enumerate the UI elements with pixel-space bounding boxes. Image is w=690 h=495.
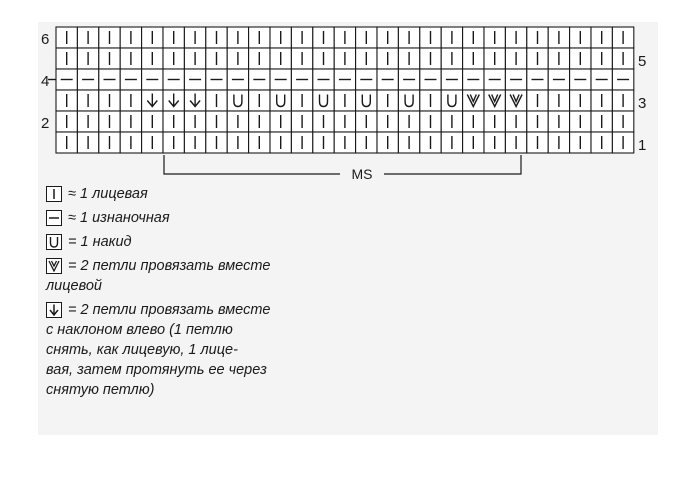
skp-cell [163,90,184,111]
knit-cell [570,48,591,69]
knit-cell [527,27,548,48]
knit-cell [163,48,184,69]
knit-icon [46,186,62,202]
purl-cell [420,69,441,90]
knit-cell [56,90,77,111]
knit-cell [527,90,548,111]
knit-cell [505,132,526,153]
knit-cell [505,27,526,48]
knit-cell [77,48,98,69]
purl-cell [591,69,612,90]
knit-cell [334,132,355,153]
knit-cell [591,27,612,48]
knit-cell [377,111,398,132]
purl-cell [356,69,377,90]
knit-cell [184,132,205,153]
knit-cell [463,27,484,48]
knit-cell [120,90,141,111]
knit-cell [313,27,334,48]
knit-cell [420,48,441,69]
legend [46,184,366,404]
knit-cell [612,132,633,153]
knit-cell [99,90,120,111]
knit-cell [77,111,98,132]
knit-cell [206,132,227,153]
purl-cell [184,69,205,90]
knit-cell [441,48,462,69]
knit-cell [120,48,141,69]
knit-cell [270,111,291,132]
k2tog-cell [505,90,526,111]
knit-cell [291,27,312,48]
knit-cell [227,132,248,153]
row-number-3: 3 [638,95,647,112]
legend-item [46,300,366,400]
skp-cell [142,90,163,111]
knit-cell [398,48,419,69]
knit-cell [441,27,462,48]
yarn-over-cell [441,90,462,111]
yarn-over-cell [270,90,291,111]
knit-cell [398,27,419,48]
legend-item [46,208,366,228]
knit-cell [249,48,270,69]
knit-cell [270,48,291,69]
row-number-6: 6 [41,31,50,48]
knit-cell [334,27,355,48]
legend-text-line: = 1 накид [68,234,132,250]
knit-cell [591,132,612,153]
knit-cell [612,111,633,132]
knit-cell [334,48,355,69]
knit-cell [184,27,205,48]
knit-cell [463,111,484,132]
purl-cell [334,69,355,90]
row-number-1: 1 [638,137,647,154]
knit-cell [334,90,355,111]
knit-cell [56,27,77,48]
knit-cell [356,48,377,69]
knit-cell [420,132,441,153]
knit-cell [484,48,505,69]
legend-item [46,184,366,204]
knit-cell [142,111,163,132]
knit-cell [77,132,98,153]
knit-cell [120,111,141,132]
k2tog-cell [484,90,505,111]
knit-cell [227,48,248,69]
purl-cell [56,69,77,90]
knit-cell [163,132,184,153]
row-number-4: 4 [41,73,50,90]
knit-cell [313,111,334,132]
knit-cell [548,132,569,153]
knit-cell [249,90,270,111]
knit-cell [206,27,227,48]
knit-cell [142,27,163,48]
knit-cell [142,48,163,69]
knit-cell [505,48,526,69]
knit-cell [56,48,77,69]
knit-cell [612,90,633,111]
knit-cell [420,90,441,111]
knit-cell [249,132,270,153]
knit-cell [184,111,205,132]
knit-cell [356,132,377,153]
legend-text-line: вая, затем протянуть ее через [46,362,267,378]
legend-text-line: с наклоном влево (1 петлю [46,322,233,338]
knit-cell [548,90,569,111]
knit-cell [206,48,227,69]
purl-cell [570,69,591,90]
knit-cell [570,90,591,111]
knit-cell [163,111,184,132]
purl-cell [441,69,462,90]
knit-cell [548,27,569,48]
knit-cell [356,111,377,132]
knit-cell [570,27,591,48]
knit-cell [612,48,633,69]
knit-cell [120,132,141,153]
skp-icon [46,302,62,318]
purl-icon [46,210,62,226]
purl-cell [270,69,291,90]
knit-cell [313,48,334,69]
yarn-over-cell [227,90,248,111]
knit-cell [56,111,77,132]
knit-cell [99,48,120,69]
purl-cell [99,69,120,90]
knit-cell [270,132,291,153]
legend-item [46,232,366,252]
ms-repeat-bracket-right [384,155,521,174]
knit-cell [291,90,312,111]
knit-cell [441,111,462,132]
knit-cell [56,132,77,153]
legend-text-line: ≈ 1 изнаночная [68,210,170,226]
knit-cell [77,90,98,111]
k2tog-cell [463,90,484,111]
purl-cell [548,69,569,90]
ms-label: MS [351,166,373,182]
chart-grid [48,27,634,153]
knit-cell [249,111,270,132]
knit-cell [527,111,548,132]
ms-repeat-bracket-left [164,155,340,174]
knit-cell [77,27,98,48]
purl-cell [463,69,484,90]
purl-cell [377,69,398,90]
row-number-2: 2 [41,115,50,132]
purl-cell [206,69,227,90]
knit-cell [505,111,526,132]
knit-cell [441,132,462,153]
knit-cell [527,48,548,69]
knit-cell [612,27,633,48]
knit-cell [227,27,248,48]
purl-cell [120,69,141,90]
knit-cell [484,111,505,132]
knit-cell [227,111,248,132]
knit-cell [313,132,334,153]
legend-text-line: ≈ 1 лицевая [68,186,148,202]
legend-text-line: = 2 петли провязать вместе [68,302,271,318]
knitting-chart [0,0,690,200]
yarn-over-icon [46,234,62,250]
legend-text-line: = 2 петли провязать вместе [68,258,271,274]
knit-cell [120,27,141,48]
knit-cell [334,111,355,132]
knit-cell [420,27,441,48]
knit-cell [377,48,398,69]
purl-cell [505,69,526,90]
knit-cell [463,48,484,69]
k2tog-icon [46,258,62,274]
legend-text-line: лицевой [46,278,102,294]
knit-cell [291,132,312,153]
knit-cell [377,132,398,153]
knit-cell [570,111,591,132]
knit-cell [420,111,441,132]
knit-cell [356,27,377,48]
knit-cell [206,111,227,132]
knit-cell [270,27,291,48]
purl-cell [163,69,184,90]
knit-cell [377,90,398,111]
legend-text-line: снять, как лицевую, 1 лице- [46,342,238,358]
knit-cell [591,90,612,111]
purl-cell [291,69,312,90]
knit-cell [398,111,419,132]
skp-cell [184,90,205,111]
knit-cell [377,27,398,48]
purl-cell [527,69,548,90]
yarn-over-cell [356,90,377,111]
knit-cell [206,90,227,111]
knit-cell [99,111,120,132]
knit-cell [398,132,419,153]
purl-cell [249,69,270,90]
legend-text-line: снятую петлю) [46,382,155,398]
knit-cell [163,27,184,48]
yarn-over-cell [398,90,419,111]
knit-cell [291,48,312,69]
yarn-over-cell [313,90,334,111]
purl-cell [142,69,163,90]
knit-cell [527,132,548,153]
row-number-5: 5 [638,53,647,70]
purl-cell [227,69,248,90]
purl-cell [612,69,633,90]
knit-cell [570,132,591,153]
knit-cell [484,27,505,48]
knit-cell [548,111,569,132]
knit-cell [249,27,270,48]
purl-cell [77,69,98,90]
knit-cell [591,111,612,132]
purl-cell [484,69,505,90]
purl-cell [313,69,334,90]
knit-cell [291,111,312,132]
purl-cell [398,69,419,90]
knit-cell [548,48,569,69]
knit-cell [99,27,120,48]
knit-cell [99,132,120,153]
knit-cell [484,132,505,153]
knit-cell [142,132,163,153]
knit-cell [184,48,205,69]
legend-item [46,256,366,296]
knit-cell [463,132,484,153]
knit-cell [591,48,612,69]
